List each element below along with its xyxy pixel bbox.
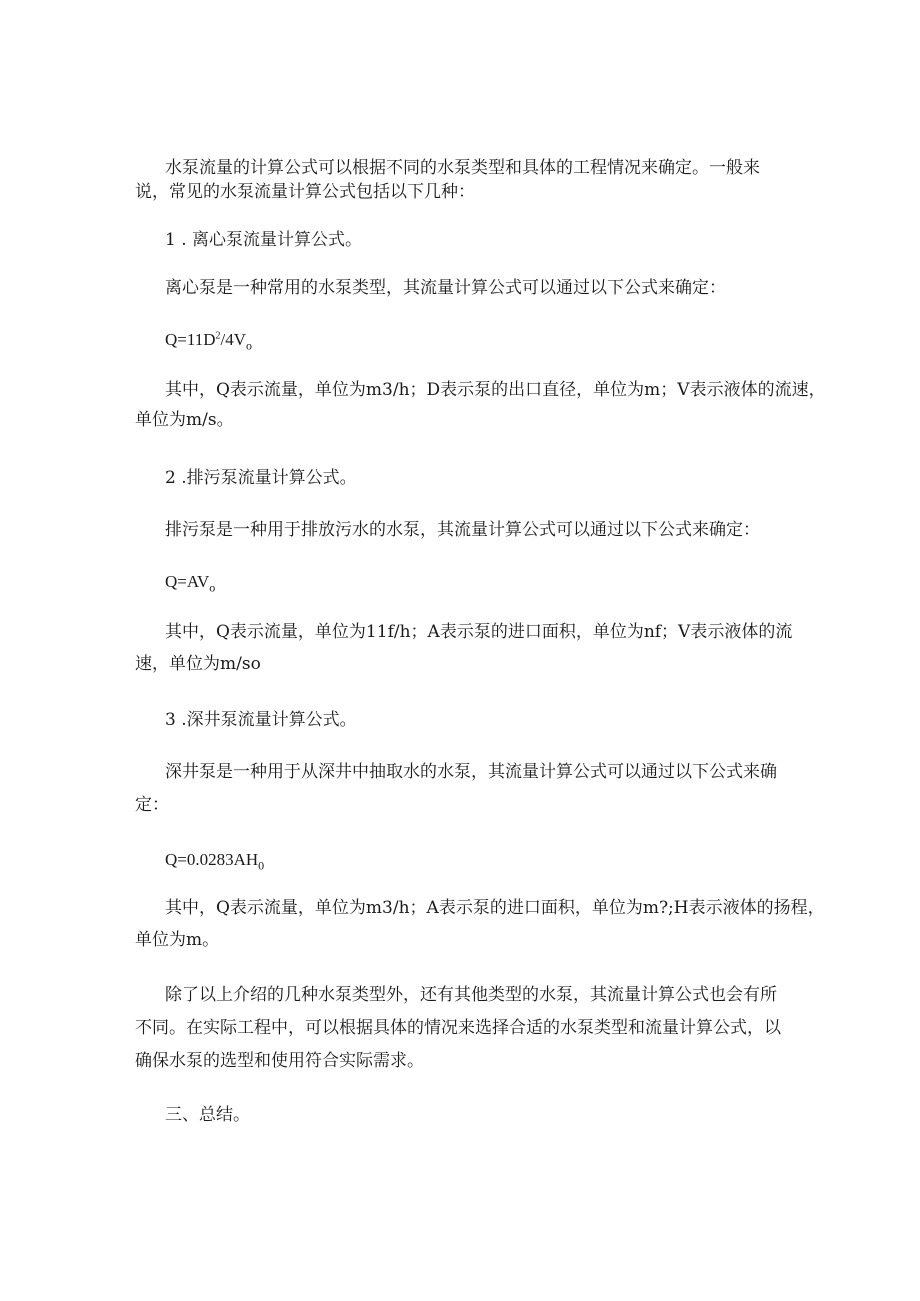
formula-subscript: o: [246, 338, 253, 353]
summary-heading: 三、总结。: [165, 1105, 250, 1125]
section-3-description-line-2: 定：: [135, 795, 169, 815]
formula-superscript: 2: [215, 330, 221, 342]
formula-text: /4V: [220, 330, 247, 349]
formula-subscript: o: [209, 580, 216, 595]
section-2-description: 排污泵是一种用于排放污水的水泵，其流量计算公式可以通过以下公式来确定：: [165, 520, 760, 540]
section-2-formula: [165, 572, 216, 595]
intro-paragraph-line-2: 说，常见的水泵流量计算公式包括以下几种：: [135, 182, 475, 202]
section-3-explanation-line-1: 其中，Q表示流量，单位为m3/h；A表示泵的进口面积，单位为m?;H表示液体的扬程，: [165, 898, 825, 918]
closing-paragraph-line-1: 除了以上介绍的几种水泵类型外，还有其他类型的水泵，其流量计算公式也会有所: [165, 985, 777, 1005]
section-3-explanation-line-2: 单位为m。: [135, 930, 220, 950]
section-1-heading: 1 . 离心泵流量计算公式。: [165, 230, 363, 250]
section-2-heading: 2 .排污泵流量计算公式。: [165, 468, 357, 488]
section-1-explanation-line-1: 其中，Q表示流量，单位为m3/h；D表示泵的出口直径，单位为m；V表示液体的流速，: [165, 380, 826, 400]
closing-paragraph-line-2: 不同。在实际工程中，可以根据具体的情况来选择合适的水泵类型和流量计算公式，以: [135, 1018, 781, 1038]
formula-text: Q=11D: [165, 330, 216, 349]
section-3-formula: [165, 850, 265, 873]
closing-paragraph-line-3: 确保水泵的选型和使用符合实际需求。: [135, 1051, 424, 1071]
section-1-explanation-line-2: 单位为m/s。: [135, 410, 234, 430]
formula-subscript: 0: [258, 858, 265, 873]
section-2-explanation-line-1: 其中，Q表示流量，单位为11f/h；A表示泵的进口面积，单位为nf；V表示液体的流: [165, 622, 793, 642]
section-1-formula: [165, 330, 253, 353]
formula-text: Q=AV: [165, 572, 210, 591]
section-3-description-line-1: 深井泵是一种用于从深井中抽取水的水泵，其流量计算公式可以通过以下公式来确: [165, 762, 777, 782]
intro-paragraph-line-1: 水泵流量的计算公式可以根据不同的水泵类型和具体的工程情况来确定。一般来: [165, 158, 760, 178]
section-1-description: 离心泵是一种常用的水泵类型，其流量计算公式可以通过以下公式来确定：: [165, 278, 726, 298]
section-2-explanation-line-2: 速，单位为m/so: [135, 654, 261, 674]
formula-text: Q=0.0283AH: [165, 850, 259, 869]
section-3-heading: 3 .深井泵流量计算公式。: [165, 710, 357, 730]
